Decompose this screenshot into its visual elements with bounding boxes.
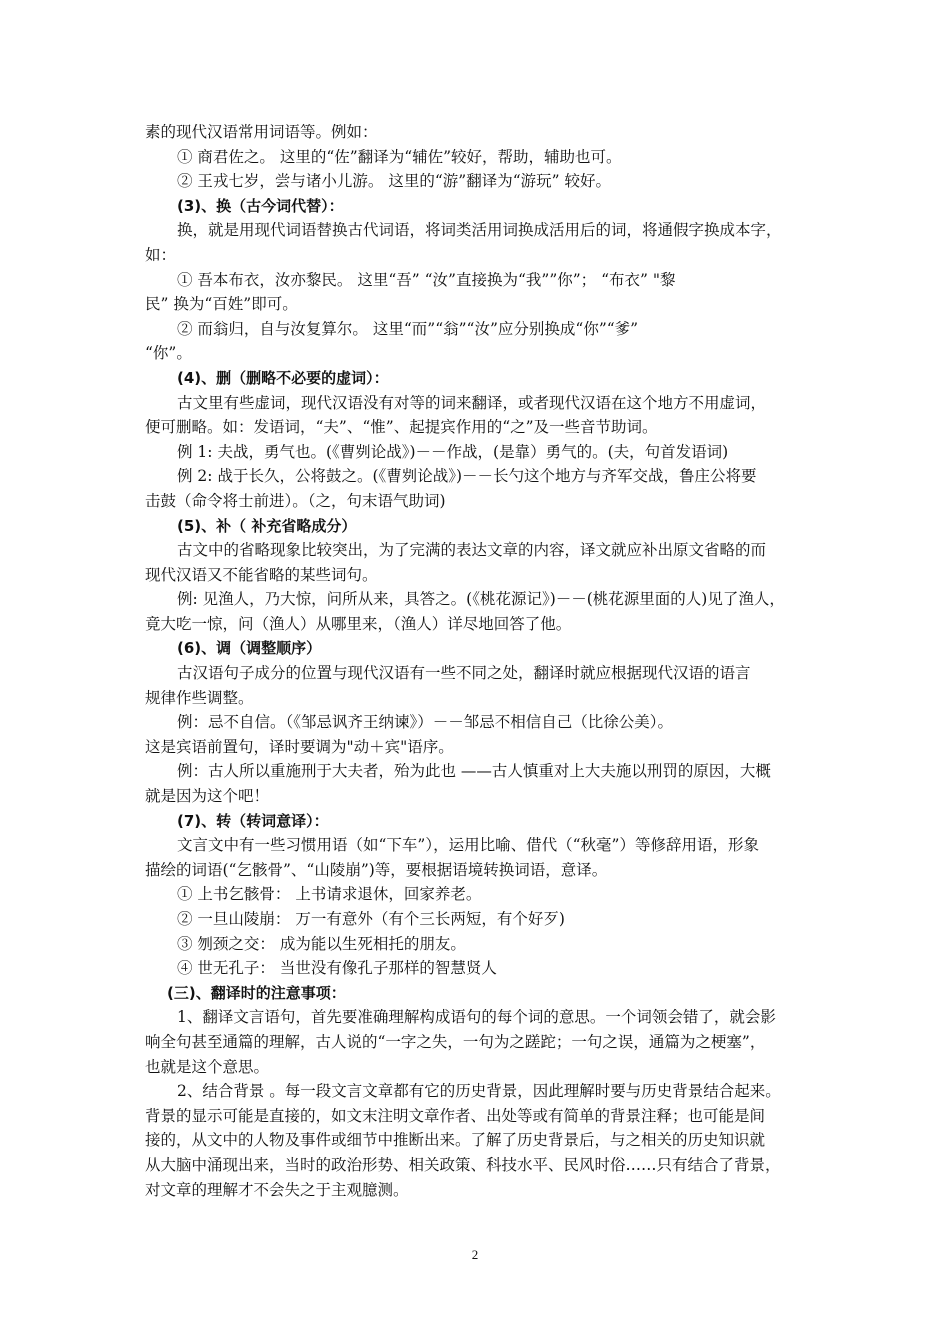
paragraph-line: 古文里有些虚词，现代汉语没有对等的词来翻译，或者现代汉语在这个地方不用虚词，: [177, 393, 767, 412]
paragraph-line: 接的，从文中的人物及事件或细节中推断出来。了解了历史背景后，与之相关的历史知识就: [145, 1131, 766, 1150]
paragraph-line: 规律作些调整。: [145, 688, 254, 707]
paragraph-line: 现代汉语又不能省略的某些词句。: [145, 565, 378, 584]
paragraph-line: 1、翻译文言语句，首先要准确理解构成语句的每个词的意思。一个词领会错了，就会影: [177, 1008, 776, 1027]
paragraph-line: 如：: [145, 245, 177, 264]
page-number: 2: [471, 1247, 479, 1262]
paragraph-line: ① 吾本布衣，汝亦黎民。 这里“吾” “汝”直接换为“我””你”； “布衣” "黎: [177, 270, 676, 289]
paragraph-line: 就是因为这个吧！: [145, 787, 270, 806]
paragraph-line: ③ 刎颈之交： 成为能以生死相托的朋友。: [177, 934, 466, 953]
paragraph-line: 竟大吃一惊，问（渔人）从哪里来，（渔人）详尽地回答了他。: [145, 614, 572, 633]
paragraph-line: 古文中的省略现象比较突出，为了完满的表达文章的内容，译文就应补出原文省略的而: [177, 541, 767, 560]
paragraph-line: 对文章的理解才不会失之于主观臆测。: [145, 1180, 409, 1199]
section-heading: (4)、删（删略不必要的虚词）：: [177, 368, 389, 387]
paragraph-line: 例: 见渔人，乃大惊，问所从来，具答之。(《桃花源记》)－－(桃花源里面的人)见了渔人，: [177, 590, 785, 609]
paragraph-line: ④ 世无孔子： 当世没有像孔子那样的智慧贤人: [177, 959, 497, 978]
section-heading: (6)、调（调整顺序）: [177, 639, 322, 658]
paragraph-line: 2、结合背景 。每一段文言文章都有它的历史背景，因此理解时要与历史背景结合起来。: [177, 1082, 781, 1101]
paragraph-line: 这是宾语前置句，译时要调为"动＋宾"语序。: [145, 737, 454, 756]
paragraph-line: ② 而翁归，自与汝复算尔。 这里“而”“翁”“汝”应分别换成“你”“爹”: [177, 319, 639, 338]
document-body: [145, 120, 813, 1202]
paragraph-line: ② 一旦山陵崩： 万一有意外（有个三长两短，有个好歹): [177, 910, 565, 928]
paragraph-line: 描绘的词语(“乞骸骨”、“山陵崩”)等，要根据语境转换词语，意译。: [145, 860, 608, 879]
paragraph-line: 换，就是用现代词语替换古代词语，将词类活用词换成活用后的词，将通假字换成本字，: [177, 221, 782, 240]
paragraph-line: ② 王戎七岁，尝与诸小儿游。 这里的“游”翻译为“游玩” 较好。: [177, 172, 611, 191]
paragraph-line: 古汉语句子成分的位置与现代汉语有一些不同之处，翻译时就应根据现代汉语的语言: [177, 664, 751, 683]
paragraph-line: 击鼓（命令将士前进）。（之，句末语气助词): [145, 491, 446, 510]
section-heading: (7)、转（转词意译）：: [177, 811, 329, 830]
paragraph-line: 响全句甚至通篇的理解，古人说的“一字之失，一句为之蹉跎；一句之误，通篇为之梗塞”，: [145, 1032, 766, 1051]
paragraph-line: 民” 换为“百姓”即可。: [145, 295, 298, 314]
paragraph-line: 例 2: 战于长久，公将鼓之。(《曹刿论战》)－－长勺这个地方与齐军交战，鲁庄公将要: [177, 467, 757, 486]
section-heading: (3)、换（古今词代替）：: [177, 196, 344, 215]
section-heading: (5)、补（ 补充省略成分）: [177, 516, 357, 535]
paragraph-line: ① 商君佐之。 这里的“佐”翻译为“辅佐”较好，帮助，辅助也可。: [177, 147, 622, 166]
paragraph-line: ① 上书乞骸骨： 上书请求退休，回家养老。: [177, 885, 482, 904]
paragraph-line: 例：忌不自信。（《邹忌讽齐王纳谏》）－－邹忌不相信自己（比徐公美）。: [177, 713, 674, 732]
paragraph-line: 便可删略。如：发语词，“夫”、“惟”、起提宾作用的“之”及一些音节助词。: [145, 418, 658, 437]
paragraph-line: 从大脑中涌现出来，当时的政治形势、相关政策、科技水平、民风时俗……只有结合了背景，: [145, 1155, 781, 1174]
paragraph-line: “你”。: [145, 344, 192, 363]
paragraph-line: 例 1: 夫战，勇气也。(《曹刿论战》)－－作战，(是靠）勇气的。(夫，句首发语词): [177, 442, 729, 461]
section-heading: (三)、翻译时的注意事项：: [167, 983, 346, 1002]
paragraph-line: 文言文中有一些习惯用语（如“下车”），运用比喻、借代（“秋毫”）等修辞用语，形象: [177, 836, 759, 855]
paragraph-line: 例：古人所以重施刑于大夫者，殆为此也 ——古人慎重对上大夫施以刑罚的原因，大概: [177, 762, 771, 781]
paragraph-line: 素的现代汉语常用词语等。例如：: [145, 123, 378, 141]
paragraph-line: 也就是这个意思。: [145, 1057, 270, 1076]
paragraph-line: 背景的显示可能是直接的，如文末注明文章作者、出处等或有简单的背景注释；也可能是间: [145, 1106, 766, 1125]
